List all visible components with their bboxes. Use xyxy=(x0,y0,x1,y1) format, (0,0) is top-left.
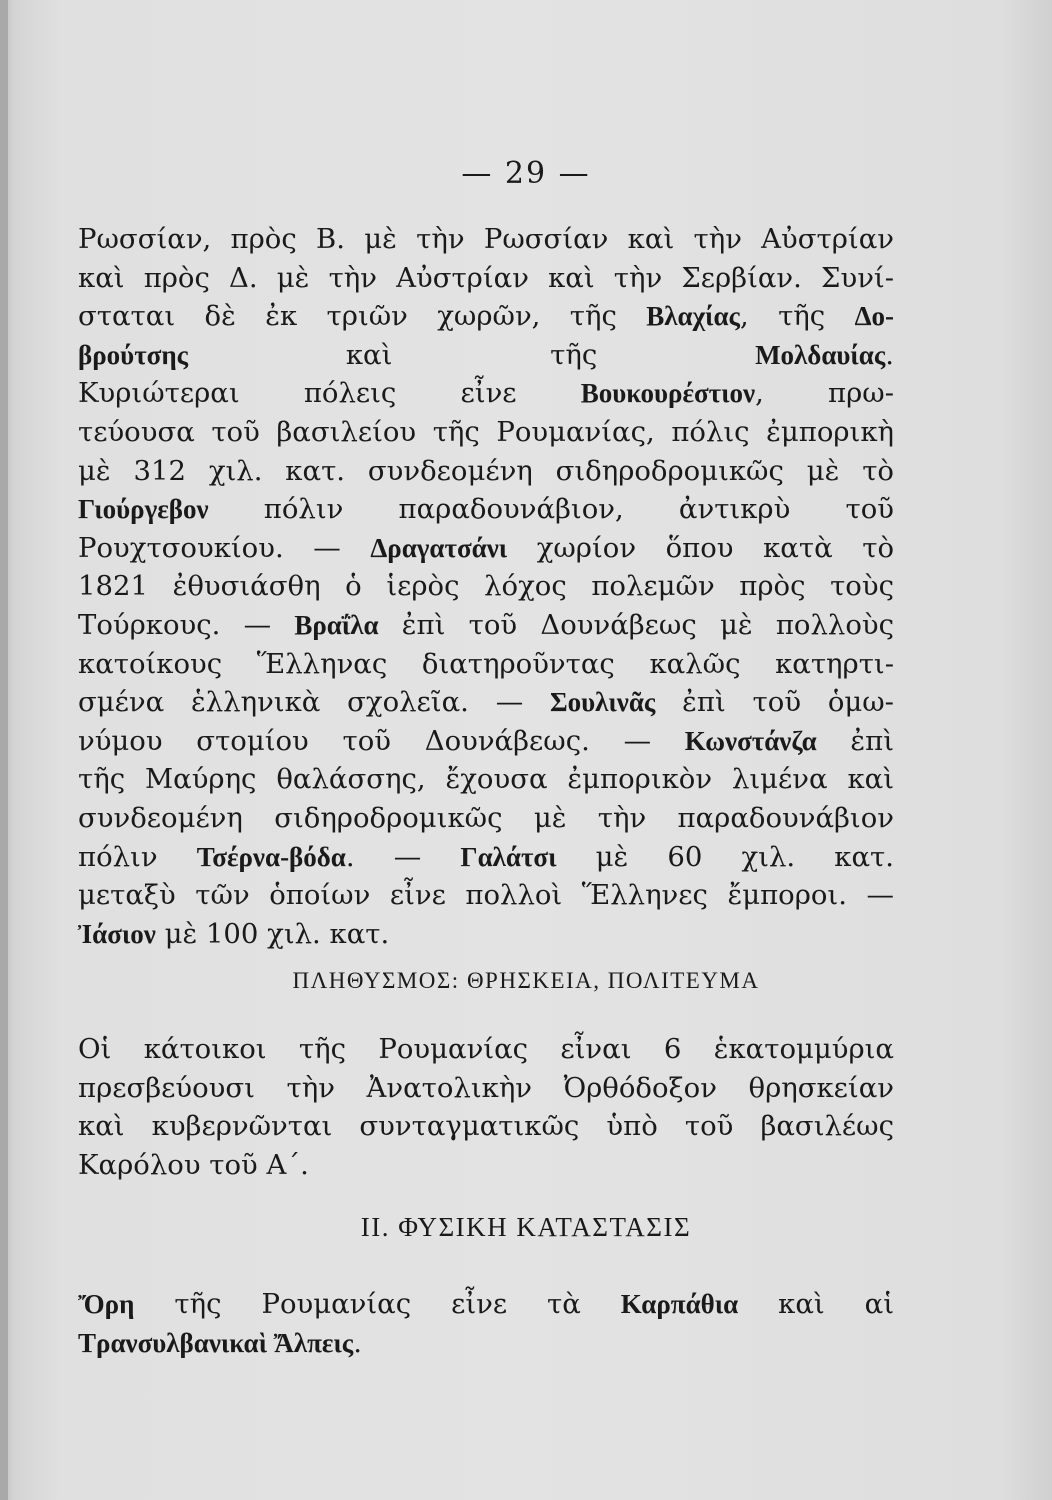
text-run: νύμου στομίου τοῦ Δουνάβεως. — xyxy=(78,724,685,757)
bold-place-name: Ἰάσιον xyxy=(78,918,156,949)
text-run: σμένα ἑλληνικὰ σχολεῖα. — xyxy=(78,686,550,719)
bold-place-name: Σουλινᾶς xyxy=(550,687,656,718)
text-line xyxy=(78,336,894,375)
text-line xyxy=(78,606,894,645)
text-run: σταται δὲ ἐκ τριῶν χωρῶν, τῆς xyxy=(78,300,647,333)
text-run: ἐπὶ τοῦ Δουνάβεως μὲ πολλοὺς xyxy=(378,608,894,641)
text-line xyxy=(78,220,894,259)
section-heading-physical: II. ΦΥΣΙΚΗ ΚΑΤΑΣΤΑΣΙΣ xyxy=(360,1212,692,1242)
bold-place-name: Μολδαυίας xyxy=(755,339,886,370)
text-run: πόλιν παραδουνάβιον, ἀντικρὺ τοῦ xyxy=(208,493,894,526)
bold-place-name: Βουκουρέστιον xyxy=(580,378,756,409)
text-line xyxy=(78,1146,894,1185)
text-run: , πρω- xyxy=(755,377,894,410)
text-line xyxy=(78,838,894,877)
paragraph-population xyxy=(78,1030,894,1184)
text-line xyxy=(78,876,894,915)
text-run: συνδεομένη σιδηροδρομικῶς μὲ τὴν παραδουνάβιον xyxy=(78,801,894,834)
text-line xyxy=(78,645,894,684)
text-run: καὶ πρὸς Δ. μὲ τὴν Αὐστρίαν καὶ τὴν Σερβίαν. Συνί- xyxy=(78,261,894,294)
text-line xyxy=(78,1030,894,1069)
text-line xyxy=(78,490,894,529)
text-run: Κυριώτεραι πόλεις εἶνε xyxy=(78,377,581,410)
text-run: μεταξὺ τῶν ὁποίων εἶνε πολλοὶ Ἕλληνες ἔμποροι. — xyxy=(78,879,894,912)
text-run: πόλιν xyxy=(78,840,197,873)
text-line xyxy=(78,799,894,838)
bold-place-name: Βραΐλα xyxy=(294,609,379,640)
text-run: Οἱ κάτοικοι τῆς Ρουμανίας εἶναι 6 ἑκατομμύρια xyxy=(78,1033,894,1065)
text-run: ἐπὶ xyxy=(816,724,894,757)
text-line xyxy=(78,915,894,954)
text-run: καὶ κυβερνῶνται συνταγματικῶς ὑπὸ τοῦ βασιλέως xyxy=(78,1110,894,1143)
text-line xyxy=(78,452,894,491)
text-run: πρεσβεύουσι τὴν Ἀνατολικὴν Ὀρθόδοξον θρησκείαν xyxy=(78,1071,894,1104)
paragraph-cities xyxy=(78,220,894,953)
text-run: Ρουχτσουκίου. — xyxy=(78,531,371,564)
bold-place-name: Γιούργεβον xyxy=(78,494,209,525)
text-run: τεύουσα τοῦ βασιλείου τῆς Ρουμανίας, πόλις ἐμπορικὴ xyxy=(78,415,894,448)
text-run: χωρίον ὅπου κατὰ τὸ xyxy=(507,531,894,564)
bold-place-name: Γαλάτσι xyxy=(460,841,557,872)
text-run: . xyxy=(353,1326,362,1359)
text-line xyxy=(78,1107,894,1146)
text-run: τῆς Μαύρης θαλάσσης, ἔχουσα ἐμπορικὸν λιμένα καὶ xyxy=(78,763,894,796)
bold-place-name: Καρπάθια xyxy=(620,1289,739,1319)
bold-place-name: Δραγατσάνι xyxy=(370,532,508,563)
page-spine-shadow xyxy=(0,0,8,1500)
text-run: , τῆς xyxy=(739,300,855,333)
bold-place-name: Βλαχίας xyxy=(646,301,740,332)
section-heading-population: ΠΛΗΘΥΣΜΟΣ: ΘΡΗΣΚΕΙΑ, ΠΟΛΙΤΕΥΜΑ xyxy=(292,968,760,993)
text-line xyxy=(78,1324,894,1363)
page-number: — 29 — xyxy=(461,156,591,191)
bold-place-name: Τρανσυλβανικαὶ Ἄλπεις xyxy=(78,1327,354,1358)
text-run: καὶ αἱ xyxy=(738,1288,894,1320)
text-run: Καρόλου τοῦ Α΄. xyxy=(78,1148,309,1181)
text-line xyxy=(78,1285,894,1324)
text-line xyxy=(78,683,894,722)
text-run: κατοίκους Ἕλληνας διατηροῦντας καλῶς κατηρτι- xyxy=(78,647,894,680)
text-run: τῆς Ρουμανίας εἶνε τὰ xyxy=(134,1288,621,1320)
bold-place-name: Δο- xyxy=(854,301,894,332)
text-run: Ρωσσίαν, πρὸς Β. μὲ τὴν Ρωσσίαν καὶ τὴν Αὐστρίαν xyxy=(78,223,894,255)
text-line xyxy=(78,259,894,298)
text-line xyxy=(78,413,894,452)
text-run: 1821 ἐθυσιάσθη ὁ ἱερὸς λόχος πολεμῶν πρὸς τοὺς xyxy=(78,570,894,603)
bold-place-name: Κωνστάνζα xyxy=(684,725,817,756)
bold-place-name: Ὄρη xyxy=(78,1289,135,1319)
text-line xyxy=(78,760,894,799)
bold-place-name: Τσέρνα-βόδα xyxy=(196,841,346,872)
text-run: μὲ 312 χιλ. κατ. συνδεομένη σιδηροδρομικῶς μὲ τὸ xyxy=(78,454,894,487)
bold-place-name: βρούτσης xyxy=(78,339,189,370)
text-line xyxy=(78,567,894,606)
text-run: . xyxy=(885,338,894,371)
text-run: Τούρκους. — xyxy=(78,608,295,641)
text-line xyxy=(78,374,894,413)
text-run: . — xyxy=(345,840,461,873)
text-line xyxy=(78,1069,894,1108)
text-run: μὲ 60 χιλ. κατ. xyxy=(556,840,894,873)
text-line xyxy=(78,722,894,761)
text-line xyxy=(78,297,894,336)
text-run: καὶ τῆς xyxy=(188,338,756,371)
text-line xyxy=(78,529,894,568)
text-run: ἐπὶ τοῦ ὁμω- xyxy=(655,686,894,719)
text-run: μὲ 100 χιλ. κατ. xyxy=(155,917,390,950)
paragraph-mountains xyxy=(78,1285,894,1362)
